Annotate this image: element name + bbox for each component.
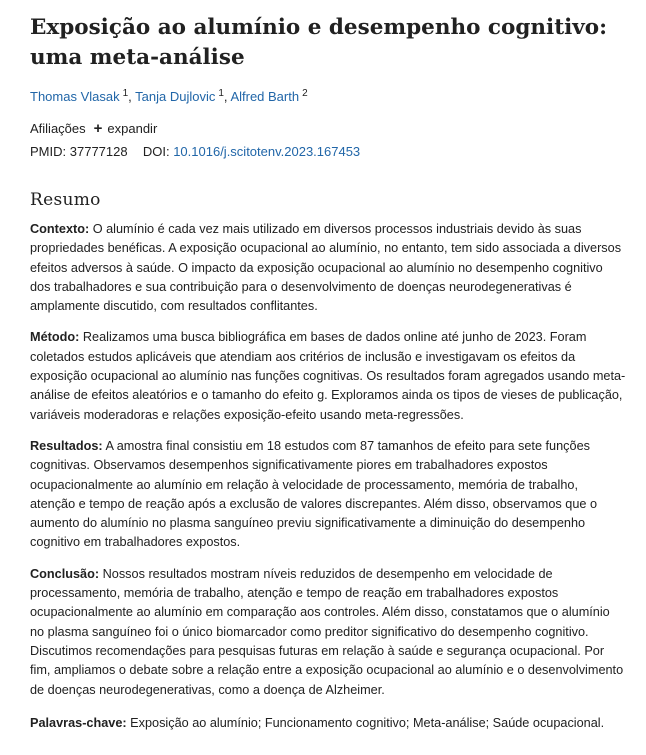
affiliation-number: 1 xyxy=(218,87,224,99)
expand-label: expandir xyxy=(107,121,158,136)
affiliations-label: Afiliações xyxy=(30,121,86,136)
doi-link[interactable]: 10.1016/j.scitotenv.2023.167453 xyxy=(173,144,361,159)
pmid-value: 37777128 xyxy=(69,144,128,159)
keywords-text: Exposição ao alumínio; Funcionamento cognitivo; Meta-análise; Saúde ocupacional. xyxy=(130,715,605,730)
abstract-section-conclusion xyxy=(30,565,626,700)
expand-affiliations-button[interactable] xyxy=(94,120,158,138)
author-separator: , xyxy=(128,89,136,104)
section-text: A amostra final consistiu em 18 estudos com 87 tamanhos de efeito para sete funções cognitivas. Observamos desempenhos significativamente piores em trabalhadores expostos ocupacionalmente ao alumínio em relação à velocidade de processamento, memória de trabalho, atenção e tempo de reação após a exclusão de valores discrepantes. Além disso, observamos que o aumento do alumínio no plasma sanguíneo previu significativamente a diminuição do desempenho cognitivo em trabalhadores expostos. xyxy=(30,438,598,550)
keywords xyxy=(30,714,626,733)
identifiers-row xyxy=(30,143,626,161)
author-link[interactable]: Thomas Vlasak xyxy=(30,89,120,104)
section-text: O alumínio é cada vez mais utilizado em diversos processos industriais devido às suas propriedades benéficas. A exposição ocupacional ao alumínio, no entanto, tem sido associada a diversos efeitos adversos à saúde. O impacto da exposição ocupacional ao alumínio no desempenho cognitivo dos trabalhadores e sua contribuição para o desenvolvimento de doenças neurodegenerativas é amplamente discutido, com resultados conflitantes. xyxy=(30,222,622,314)
abstract-section-background xyxy=(30,220,626,316)
abstract-heading: Resumo xyxy=(30,190,101,210)
section-text: Realizamos uma busca bibliográfica em bases de dados online até junho de 2023. Foram coletados estudos aplicáveis que atendiam aos critérios de inclusão e investigavam os efeitos da exposição ocupacional ao alumínio nas funções cognitivas. Os resultados foram agregados usando meta-análise de efeitos aleatórios e o tamanho do efeito g. Exploramos ainda os tipos de vieses de publicação, variáveis moderadoras e relações exposição-efeito usando meta-regressões. xyxy=(30,330,626,422)
plus-icon: + xyxy=(93,120,103,137)
affiliations-row xyxy=(30,120,626,138)
affiliation-number: 1 xyxy=(122,87,129,99)
author-list xyxy=(30,88,626,106)
section-text: Nossos resultados mostram níveis reduzidos de desempenho em velocidade de processamento, memória de trabalho, atenção e tempo de reação em trabalhadores expostos ocupacionalmente ao alumínio em comparação aos controles. Além disso, constatamos que o alumínio no plasma sanguíneo foi o único biomarcador como preditor significativo do desempenho cognitivo. Discutimos recomendações para pesquisas futuras em relação à saúde e segurança ocupacional. Por fim, ampliamos o debate sobre a relação entre a exposição ocupacional ao alumínio e o desenvolvimento de doenças neurodegenerativas, como a doença de Alzheimer. xyxy=(30,566,624,697)
section-label: Contexto: xyxy=(30,222,90,236)
section-label: Conclusão: xyxy=(30,566,100,581)
affiliation-number: 2 xyxy=(302,87,308,99)
pmid-label: PMID: xyxy=(30,144,67,159)
abstract-section-methods xyxy=(30,328,626,424)
author-link[interactable]: Tanja Dujlovic xyxy=(135,89,216,104)
author-separator: , xyxy=(223,89,231,104)
section-label: Resultados: xyxy=(30,438,103,453)
article-title: Exposição ao alumínio e desempenho cognitivo: uma meta-análise xyxy=(30,15,608,70)
abstract-section-results xyxy=(30,437,626,553)
keywords-label: Palavras-chave: xyxy=(30,715,127,730)
author-link[interactable]: Alfred Barth xyxy=(230,89,300,104)
article-page xyxy=(30,0,626,733)
section-label: Método: xyxy=(30,330,80,345)
doi-label: DOI: xyxy=(142,144,170,159)
